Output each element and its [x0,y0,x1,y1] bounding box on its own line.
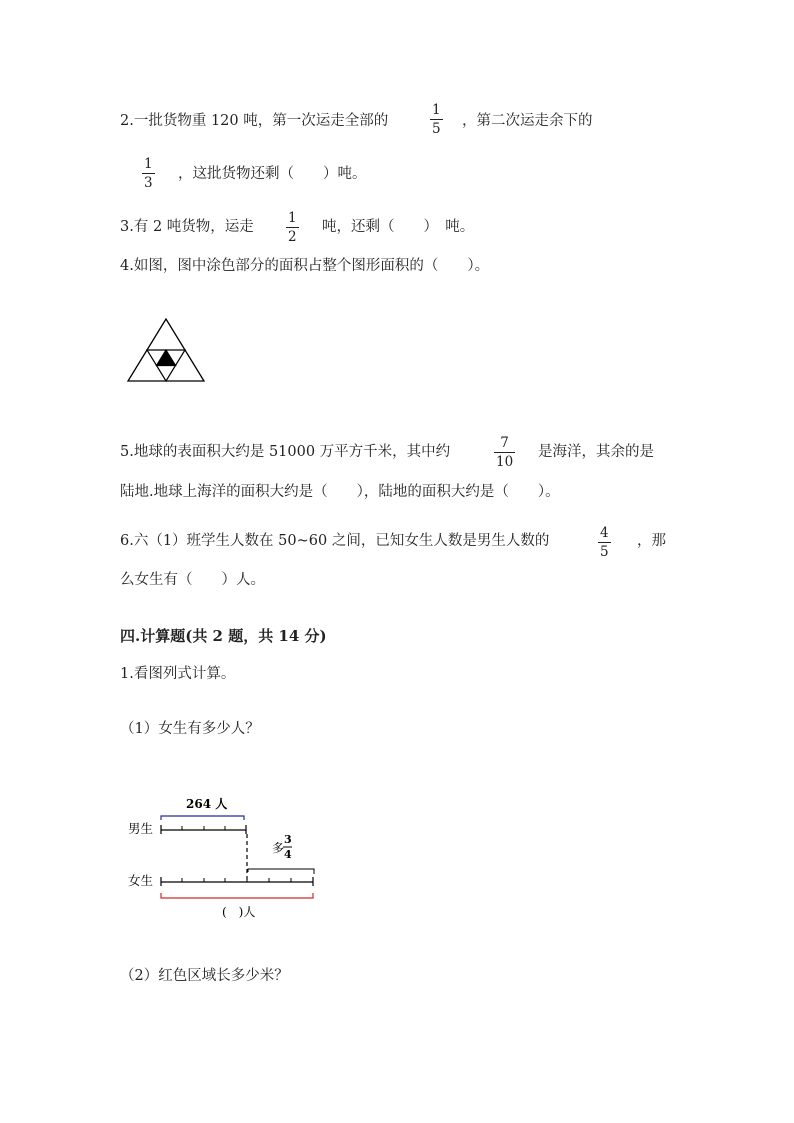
top-brace [161,816,244,820]
triangle-figure [126,318,208,384]
section-4-subquestion-1: （1）女生有多少人？ [120,721,260,737]
section-4-heading: 四.计算题(共 2 题，共 14 分) [120,627,327,645]
q2-line1-text-b: ，第二次运走余下的 [462,113,593,129]
q2-fraction-1 [430,103,443,136]
q5-text-a: 5.地球的表面积大约是 51000 万平方千米，其中约 [120,444,451,460]
fraction-numerator: 1 [288,210,297,226]
q3-text-b: 吨，还剩（ ） 吨。 [322,219,475,235]
shaded-triangle [157,350,175,365]
fraction-numerator: 7 [500,435,509,451]
q5-line2-text: 陆地.地球上海洋的面积大约是（ ），陆地的面积大约是（ ）。 [120,484,560,500]
fraction-denominator: 10 [496,454,514,470]
fraction-denominator: 5 [600,544,609,560]
boys-label: 男生 [128,821,154,836]
q2-fraction-2 [142,157,155,190]
q4-text: 4.如图，图中涂色部分的面积占整个图形面积的（ ）。 [120,258,490,274]
section-4-question-1: 1.看图列式计算。 [120,666,236,682]
fraction-numerator: 1 [432,102,441,118]
q5-text-b: 是海洋，其余的是 [538,444,654,460]
fraction-numerator: 4 [600,525,609,541]
q2-line2-text: ，这批货物还剩（ ）吨。 [178,166,367,182]
q6-line2-text: 么女生有（ ）人。 [120,572,265,588]
more-fraction-denominator: 4 [284,848,292,861]
more-label: 多 [272,841,285,855]
q3-text-a: 3.有 2 吨货物，运走 [120,219,254,235]
top-brace-label: 264 人 [186,797,228,811]
fraction-denominator: 5 [432,121,441,137]
section-4-subquestion-2: （2）红色区域长多少米？ [120,968,289,984]
q3-fraction [286,211,299,244]
bottom-brace-label: ( )人 [222,905,256,919]
q5-fraction [494,436,515,469]
q6-text-a: 6.六（1）班学生人数在 50~60 之间，已知女生人数是男生人数的 [120,533,550,549]
q2-line1-text-a: 2.一批货物重 120 吨，第一次运走全部的 [120,113,389,129]
fraction-numerator: 1 [144,156,153,172]
bottom-brace [161,893,313,898]
q6-fraction [598,526,611,559]
more-fraction-numerator: 3 [284,833,292,846]
boys-girls-diagram [120,790,330,925]
q6-text-b: ，那 [637,533,666,549]
fraction-denominator: 2 [288,229,297,245]
fraction-denominator: 3 [144,175,153,191]
girls-label: 女生 [128,873,154,888]
more-brace [248,869,314,874]
